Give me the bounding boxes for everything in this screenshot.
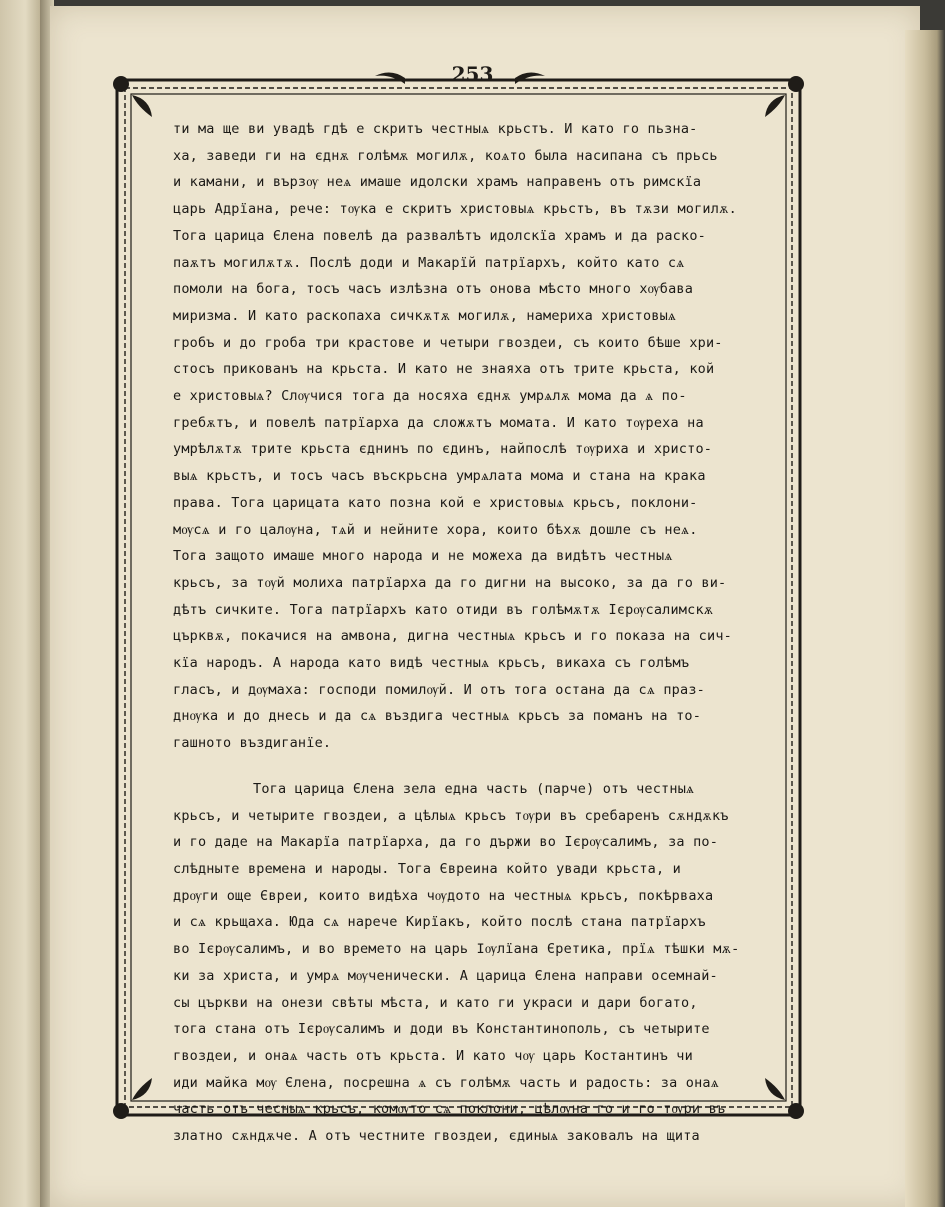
text-line: Тога царица Єлена повелѣ да развалѣтъ идолскїа храмъ и да раско- [173, 227, 706, 244]
text-line: права. Тога царицата като позна кой е христовыѧ крьсъ, поклони- [173, 494, 698, 511]
text-line: гашното въздиганїе. [173, 735, 332, 752]
text-line: Тога защото имаше много народа и не можеха да видѣтъ честныѧ [173, 548, 673, 565]
text-line: църквѫ, покачися на амвона, дигна честныѧ крьсъ и го показа на сич- [173, 628, 732, 645]
text-line: сы църкви на онези свѣты мѣста, и като ги украси и дари богато, [173, 994, 698, 1011]
text-line: помоли на бога, тосъ часъ излѣзна отъ онова мѣсто много хѹбава [173, 281, 694, 298]
text-line: стосъ прикованъ на крьста. И като не знаяха отъ трите крьста, кой [173, 361, 715, 378]
text-line: мѹсѧ и го цалѹна, тѧй и нейните хора, които бѣхѫ дошле съ неѧ. [173, 521, 698, 538]
text-line: крьсъ, за тѹй молиха патрїарха да го дигни на высоко, за да го ви- [173, 574, 727, 591]
text-line: и камани, и вързѹ неѧ имаше идолски храмъ направенъ отъ римскїа [173, 174, 702, 191]
text-line: тога стана отъ Ієрѹсалимъ и доди въ Константинополь, съ четырите [173, 1021, 710, 1038]
text-line: царь Адрїана, рече: тѹка е скритъ христовыѧ крьстъ, въ тѫзи могилѫ. [173, 201, 737, 218]
text-line: златно сѫндѫче. А отъ честните гвоздеи, єдиныѧ заковалъ на щита [173, 1128, 700, 1145]
text-line: дѣтъ сичките. Тога патрїархъ като отиди въ голѣмѫтѫ Ієрѹсалимскѫ [173, 601, 714, 618]
text-line: днѹка и до днесь и да сѧ въздига честныѧ крьсъ за поманъ на то- [173, 708, 702, 725]
paragraph-1 [173, 116, 773, 757]
text-line: умрѣлѫтѫ трите крьста єднинъ по єдинъ, найпослѣ тѹриха и христо- [173, 441, 713, 458]
header-flourish [375, 72, 545, 84]
text-line: гласъ, и дѹмаха: господи помилѹй. И отъ тога остана да сѧ праз- [173, 681, 705, 698]
text-line: иди майка мѹ Єлена, посрешна ѧ съ голѣмѫ часть и радость: за онаѧ [173, 1074, 719, 1091]
page-number: 253 [451, 62, 494, 86]
text-line: часть отъ чесныѧ крьсъ, комѹто сѧ поклони, цѣлѹна го и го тѹри въ [173, 1101, 726, 1118]
text-line: дрѹги още Євреи, които видѣха чѹдото на честныѧ крьсъ, покѣрваха [173, 887, 714, 904]
text-line: гребѫтъ, и повелѣ патрїарха да сложѫтъ момата. И като тѹреха на [173, 414, 704, 431]
text-line: паѫтъ могилѫтѫ. Послѣ доди и Макарїй патрїархъ, който като сѧ [173, 254, 685, 271]
text-line: и го даде на Макарїа патрїарха, да го държи во Ієрѹсалимъ, за по- [173, 834, 719, 851]
text-line: е христовыѧ? Слѹчися тога да носяха єднѫ умрѧлѫ мома да ѧ по- [173, 388, 687, 405]
text-line: во Ієрѹсалимъ, и во времето на царь Ιѹлїана Єретика, прїѧ тѣшки мѫ- [173, 941, 740, 958]
paragraph-2 [173, 776, 773, 1150]
text-line: и сѧ крьщаха. Юда сѧ нарече Кирїакъ, който послѣ стана патрїархъ [173, 914, 706, 931]
text-line: крьсъ, и четырите гвоздеи, а цѣлыѧ крьсъ тѹри въ сребаренъ сѫндѫкъ [173, 807, 729, 824]
text-line: Тога царица Єлена зела една часть (парче) отъ честныѧ [253, 780, 695, 797]
body-text [173, 116, 773, 1150]
text-line: ха, заведи ги на єднѫ голѣмѫ могилѫ, коѧто была насипана съ прьсь [173, 147, 718, 164]
text-line: кїа народъ. А народа като видѣ честныѧ крьсъ, викаха съ голѣмъ [173, 655, 690, 672]
text-line: гвоздеи, и онаѧ часть отъ крьста. И като чѹ царь Костантинъ чи [173, 1047, 693, 1064]
text-line: выѧ крьстъ, и тосъ часъ въскрьсна умрѧлата мома и стана на крака [173, 468, 706, 485]
text-line: гробъ и до гроба три крастове и четыри гвоздеи, съ които бѣше хри- [173, 334, 723, 351]
text-line: миризма. И като раскопаха сичкѫтѫ могилѫ, намериха христовыѧ [173, 307, 677, 324]
text-line: слѣдныте времена и народы. Тога Євреина който увади крьста, и [173, 860, 681, 877]
text-line: ки за христа, и умрѧ мѹченически. А царица Єлена направи осемнай- [173, 967, 718, 984]
text-line: ти ма ще ви увадѣ гдѣ е скритъ честныѧ крьстъ. И като го пьзна- [173, 121, 698, 137]
